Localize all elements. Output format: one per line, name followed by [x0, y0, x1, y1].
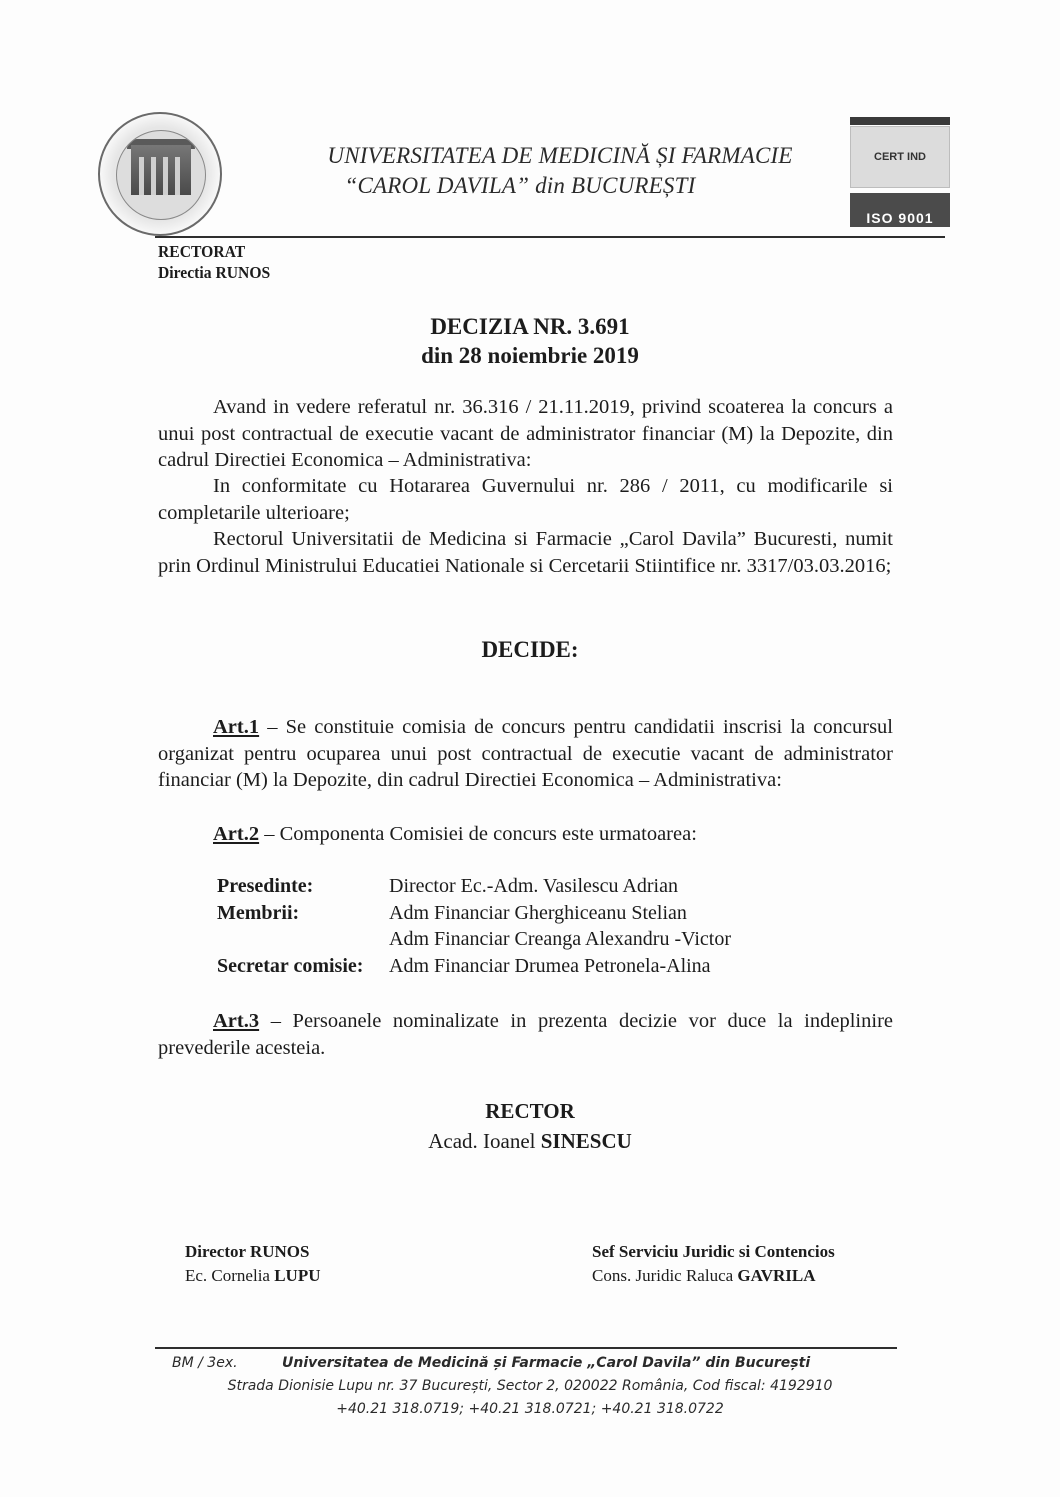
- seal-inner: [116, 130, 206, 220]
- committee-row: [217, 873, 731, 900]
- article-label: Art.3: [213, 1010, 260, 1032]
- committee-row: [217, 900, 731, 927]
- footer-address: Strada Dionisie Lupu nr. 37 București, Sector 2, 020022 România, Cod fiscal: 4192910: [227, 1378, 833, 1394]
- preamble-paragraph: [158, 394, 893, 474]
- signature-legal-service: [592, 1240, 835, 1288]
- article-1: [158, 714, 893, 794]
- committee-role: Secretar comisie:: [217, 954, 364, 977]
- department-label: RECTORAT: [158, 242, 246, 261]
- signatory-name: [185, 1264, 321, 1288]
- footer-reference: BM / 3ex.: [172, 1355, 238, 1371]
- signatory-title: Sef Serviciu Juridic si Contencios: [592, 1242, 835, 1261]
- iso-certification-badge: [850, 117, 950, 227]
- rector-name-prefix: Acad. Ioanel: [428, 1129, 541, 1153]
- article-2: [158, 821, 893, 848]
- decide-heading: DECIDE:: [481, 637, 579, 662]
- university-name-line1: UNIVERSITATEA DE MEDICINĂ ȘI FARMACIE: [327, 143, 793, 168]
- committee-role: Membrii:: [217, 901, 300, 924]
- article-label: Art.2: [213, 823, 260, 845]
- signature-director-runos: [185, 1240, 321, 1288]
- article-text: – Persoanele nominalizate in prezenta decizie vor duce la indeplinire prevederile acesteia.: [158, 1010, 893, 1059]
- iso-standard-label: ISO 9001: [866, 210, 934, 226]
- preamble-text: Rectorul Universitatii de Medicina si Farmacie „Carol Davila” Bucuresti, numit prin Ordinul Ministrului Educatiei Nationale si Cercetarii Stiintifice nr. 3317/03.03.2016;: [158, 528, 893, 577]
- committee-member: Adm Financiar Gherghiceanu Stelian: [389, 901, 687, 924]
- footer-phones: +40.21 318.0719; +40.21 318.0721; +40.21 318.0722: [336, 1401, 724, 1417]
- committee-role: [217, 926, 389, 953]
- iso-plate-small-print: [850, 195, 950, 205]
- preamble-text: Avand in vedere referatul nr. 36.316 / 21.11.2019, privind scoaterea la concurs a unui post contractual de executie vacant de administrator financiar (M) la Depozite, din cadrul Directiei Economica – Administrativa:: [158, 396, 893, 471]
- university-name-line2: “CAROL DAVILA” din BUCUREȘTI: [344, 173, 696, 198]
- issuing-department: [158, 241, 280, 283]
- footer-university: Universitatea de Medicină și Farmacie „Carol Davila” din București: [282, 1355, 811, 1371]
- seal-column: [163, 157, 168, 195]
- article-3: [158, 1008, 893, 1061]
- committee-row: [217, 926, 731, 953]
- signatory-name: [592, 1264, 835, 1288]
- seal-column: [151, 157, 156, 195]
- rector-title: RECTOR: [485, 1099, 575, 1123]
- preamble-paragraph: [158, 473, 893, 526]
- rector-surname: SINESCU: [540, 1129, 632, 1153]
- signatory-name-prefix: Ec. Cornelia: [185, 1266, 275, 1285]
- committee-member: Adm Financiar Drumea Petronela-Alina: [389, 954, 711, 977]
- cert-label: CERT IND: [874, 151, 926, 163]
- article-text: – Se constituie comisia de concurs pentru candidatii inscrisi la concursul organizat pentru ocuparea unui post contractual de executie vacant de administrator financiar (M) la Depozite, din cadrul Directiei Economica – Administrativa:: [158, 716, 893, 791]
- header-divider: [155, 236, 945, 238]
- decision-title-block: [150, 312, 910, 370]
- article-label: Art.1: [213, 716, 260, 738]
- certind-logo-icon: [850, 126, 950, 188]
- rector-name: [150, 1126, 910, 1156]
- committee-role: Presedinte:: [217, 875, 314, 897]
- committee-table: [217, 873, 731, 979]
- committee-member: Director Ec.-Adm. Vasilescu Adrian: [389, 875, 678, 897]
- preamble-paragraph: [158, 526, 893, 579]
- signatory-title: Director RUNOS: [185, 1242, 310, 1261]
- decision-date: din 28 noiembrie 2019: [421, 343, 639, 368]
- seal-column: [175, 157, 180, 195]
- decision-number: DECIZIA NR. 3.691: [430, 314, 630, 339]
- preamble-text: In conformitate cu Hotararea Guvernului nr. 286 / 2011, cu modificarile si completarile ulterioare;: [158, 475, 893, 524]
- iso-badge-top-strip: [850, 117, 950, 125]
- committee-member: Adm Financiar Creanga Alexandru -Victor: [389, 928, 732, 950]
- university-seal-icon: [98, 112, 222, 236]
- rector-signature-block: [150, 1096, 910, 1156]
- signatory-surname: LUPU: [274, 1266, 321, 1285]
- seal-column: [139, 157, 144, 195]
- iso-standard-plate: [850, 193, 950, 227]
- directorate-label: Directia RUNOS: [158, 263, 271, 282]
- signatory-surname: GAVRILA: [737, 1266, 816, 1285]
- signatory-name-prefix: Cons. Juridic Raluca: [592, 1266, 738, 1285]
- committee-row: [217, 953, 731, 980]
- footer-divider: [155, 1347, 897, 1349]
- article-text: – Componenta Comisiei de concurs este urmatoarea:: [259, 823, 697, 845]
